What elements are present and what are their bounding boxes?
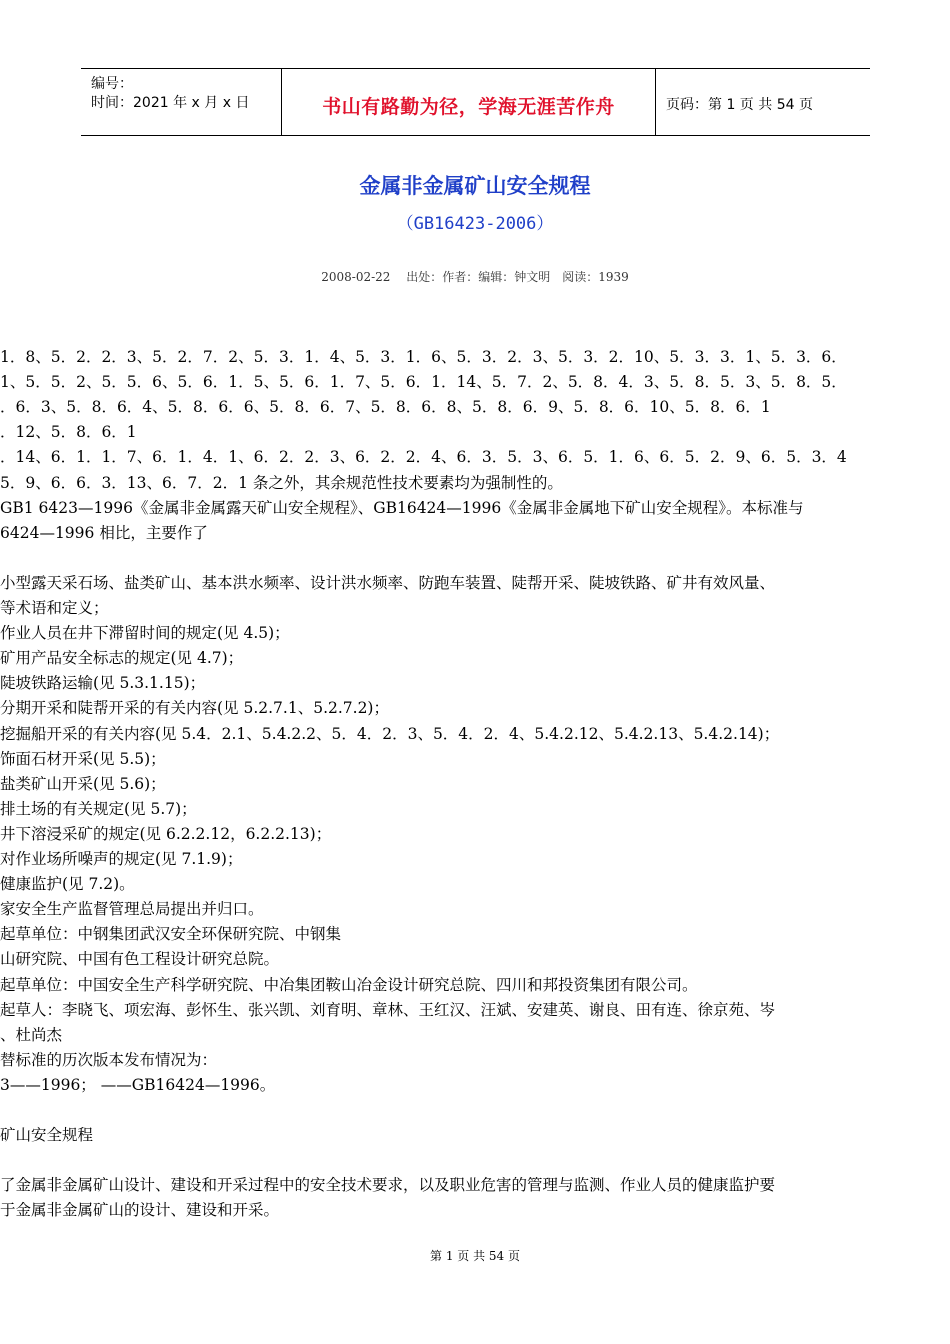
header-left-cell	[81, 69, 281, 135]
text-line: 于金属非金属矿山的设计、建设和开采。	[0, 1201, 280, 1220]
text-line	[0, 1098, 950, 1122]
text-line: 起草单位：中钢集团武汉安全环保研究院、中钢集	[0, 925, 342, 944]
text-line: 矿山安全规程	[0, 1126, 94, 1145]
text-line: 3——1996； ——GB16424—1996。	[0, 1075, 276, 1094]
page-number-label: 页码：第 1 页 共 54 页	[666, 97, 813, 113]
text-line: 排土场的有关规定(见 5.7)；	[0, 799, 197, 818]
text-line: GB1 6423—1996《金属非金属露天矿山安全规程》、GB16424—1996《金属非金属地下矿山安全规程》。本标准与	[0, 498, 804, 517]
text-line: 起草人：李晓飞、项宏海、彭怀生、张兴凯、刘育明、章林、王红汉、汪斌、安建英、谢良、田有连、徐京苑、岑	[0, 1000, 776, 1019]
text-line: 作业人员在井下滞留时间的规定(见 4.5)；	[0, 624, 290, 643]
text-line: 家安全生产监督管理总局提出并归口。	[0, 900, 264, 919]
text-line: 分期开采和陡帮开采的有关内容(见 5.2.7.1、5.2.7.2)；	[0, 699, 389, 718]
text-line: ．14、6．1．1．7、6．1．4．1、6．2．2．3、6．2．2．4、6．3．5．3、6．5．1．6、6．5．2．9、6．5．3．4	[0, 448, 847, 467]
text-line: ．12、5．8．6．1	[0, 423, 137, 442]
text-line: 矿用产品安全标志的规定(见 4.7)；	[0, 649, 244, 668]
text-line: 替标准的历次版本发布情况为：	[0, 1050, 218, 1069]
text-line: 等术语和定义；	[0, 599, 109, 617]
header-motto-cell	[281, 69, 656, 135]
text-line: 对作业场所噪声的规定(见 7.1.9)；	[0, 850, 243, 868]
text-line: 盐类矿山开采(见 5.6)；	[0, 774, 166, 793]
text-line: ．6．3、5．8．6．4、5．8．6．6、5．8．6．7、5．8．6．8、5．8．6．9、5．8．6．10、5．8．6．1	[0, 398, 771, 417]
text-line: 6424—1996 相比，主要作了	[0, 523, 208, 542]
document-code: （GB16423-2006）	[396, 214, 554, 234]
text-line: 挖掘船开采的有关内容(见 5.4．2.1、5.4.2.2、5．4．2．3、5．4．2．4、5.4.2.12、5.4.2.13、5.4.2.14)；	[0, 724, 780, 743]
text-line: 山研究院、中国有色工程设计研究总院。	[0, 950, 280, 969]
text-line: 陡坡铁路运输(见 5.3.1.15)；	[0, 674, 206, 693]
text-line: 小型露天采石场、盐类矿山、基本洪水频率、设计洪水频率、防跑车装置、陡帮开采、陡坡铁路、矿井有效风量、	[0, 573, 776, 592]
text-line	[0, 546, 950, 570]
document-title: 金属非金属矿山安全规程	[359, 174, 591, 198]
text-line	[0, 1148, 950, 1172]
header-page-cell	[656, 69, 870, 135]
motto-text: 书山有路勤为径，学海无涯苦作舟	[322, 96, 615, 118]
page-footer: 第 1 页 共 54 页	[430, 1249, 520, 1263]
text-line: 起草单位：中国安全生产科学研究院、中冶集团鞍山冶金设计研究总院、四川和邦投资集团有限公司。	[0, 975, 698, 994]
text-line: 1．8、5．2．2．3、5．2．7．2、5．3．1．4、5．3．1．6、5．3．2．3、5．3．2．10、5．3．3．1、5．3．6．	[0, 348, 847, 366]
text-line: 1、5．5．2、5．5．6、5．6．1．5、5．6．1．7、5．6．1．14、5．7．2、5．8．4．3、5．8．5．3、5．8．5．	[0, 373, 847, 392]
text-line: 、杜尚杰	[0, 1025, 63, 1044]
document-meta: 2008-02-22 出处：作者：编辑：钟文明 阅读：1939	[321, 270, 629, 284]
text-line: 井下溶浸采矿的规定(见 6.2.2.12，6.2.2.13)；	[0, 824, 332, 843]
text-line: 饰面石材开采(见 5.5)；	[0, 749, 166, 768]
text-line: 了金属非金属矿山设计、建设和开采过程中的安全技术要求，以及职业危害的管理与监测、作业人员的健康监护要	[0, 1176, 776, 1195]
number-label: 编号：	[91, 76, 133, 92]
text-line: 健康监护(见 7.2)。	[0, 875, 135, 894]
header-table	[81, 68, 870, 136]
text-line: 5．9、6．6．3．13、6．7．2．1 条之外，其余规范性技术要素均为强制性的。	[0, 473, 563, 492]
time-label: 时间：2021 年 x 月 x 日	[91, 95, 250, 111]
